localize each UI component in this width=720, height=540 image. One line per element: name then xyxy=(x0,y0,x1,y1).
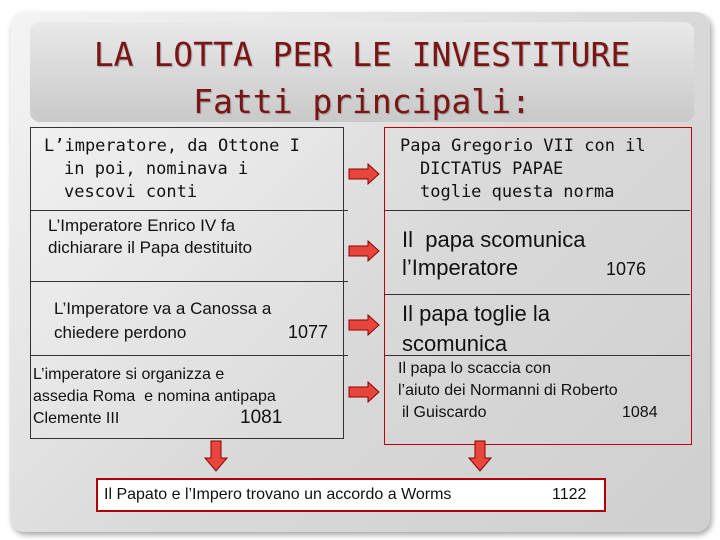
right-arrow-icon xyxy=(348,240,380,262)
slide-subtitle: Fatti principali: xyxy=(193,82,531,121)
conclusion-text: Il Papato e l’Impero trovano un accordo a Worms xyxy=(104,486,452,503)
left-row3-line1: L’Imperatore va a Canossa a xyxy=(54,299,272,318)
right-divider-2 xyxy=(384,294,690,295)
right-row1-line1: Papa Gregorio VII con il xyxy=(400,136,646,156)
left-row4-year: 1081 xyxy=(240,407,283,428)
conclusion-year: 1122 xyxy=(552,486,587,503)
right-row1-line3: toglie questa norma xyxy=(420,182,615,202)
left-divider-3 xyxy=(30,355,348,356)
left-row1-line3: vescovi conti xyxy=(64,182,198,202)
left-divider-2 xyxy=(30,281,348,282)
slide-title: LA LOTTA PER LE INVESTITURE xyxy=(93,35,631,74)
right-row3-line1: Il papa toglie la xyxy=(402,301,550,326)
left-row2-line1: L’Imperatore Enrico IV fa xyxy=(48,216,236,235)
left-row3-line2: chiedere perdono xyxy=(54,323,187,342)
left-row4-line1: L’imperatore si organizza e xyxy=(33,366,225,383)
right-row2-line1: Il papa scomunica xyxy=(402,227,586,252)
down-arrow-icon xyxy=(204,440,228,472)
right-row4-line1: Il papa lo scaccia con xyxy=(398,360,551,377)
right-row4-line2: l’aiuto dei Normanni di Roberto xyxy=(398,382,618,399)
right-arrow-icon xyxy=(348,381,380,403)
left-row1-line2: in poi, nominava i xyxy=(64,159,249,179)
right-row1-line2: DICTATUS PAPAE xyxy=(420,159,564,179)
right-row2-line2: l’Imperatore xyxy=(402,255,519,280)
left-row1-line1: L’imperatore, da Ottone I xyxy=(44,136,300,156)
left-divider-1 xyxy=(30,210,348,211)
right-arrow-icon xyxy=(348,163,380,185)
left-row4-line2: assedia Roma e nomina antipapa xyxy=(33,388,276,405)
right-row4-line3: il Guiscardo xyxy=(402,404,487,421)
right-row4-year: 1084 xyxy=(622,404,658,421)
right-divider-1 xyxy=(384,210,690,211)
left-row3-year: 1077 xyxy=(288,322,329,342)
left-row2-line2: dichiarare il Papa destituito xyxy=(48,238,253,257)
right-row3-line2: scomunica xyxy=(402,331,508,356)
right-row2-year: 1076 xyxy=(606,259,647,279)
down-arrow-icon xyxy=(468,440,492,472)
left-row4-line3: Clemente III xyxy=(33,410,120,427)
right-arrow-icon xyxy=(348,314,380,336)
